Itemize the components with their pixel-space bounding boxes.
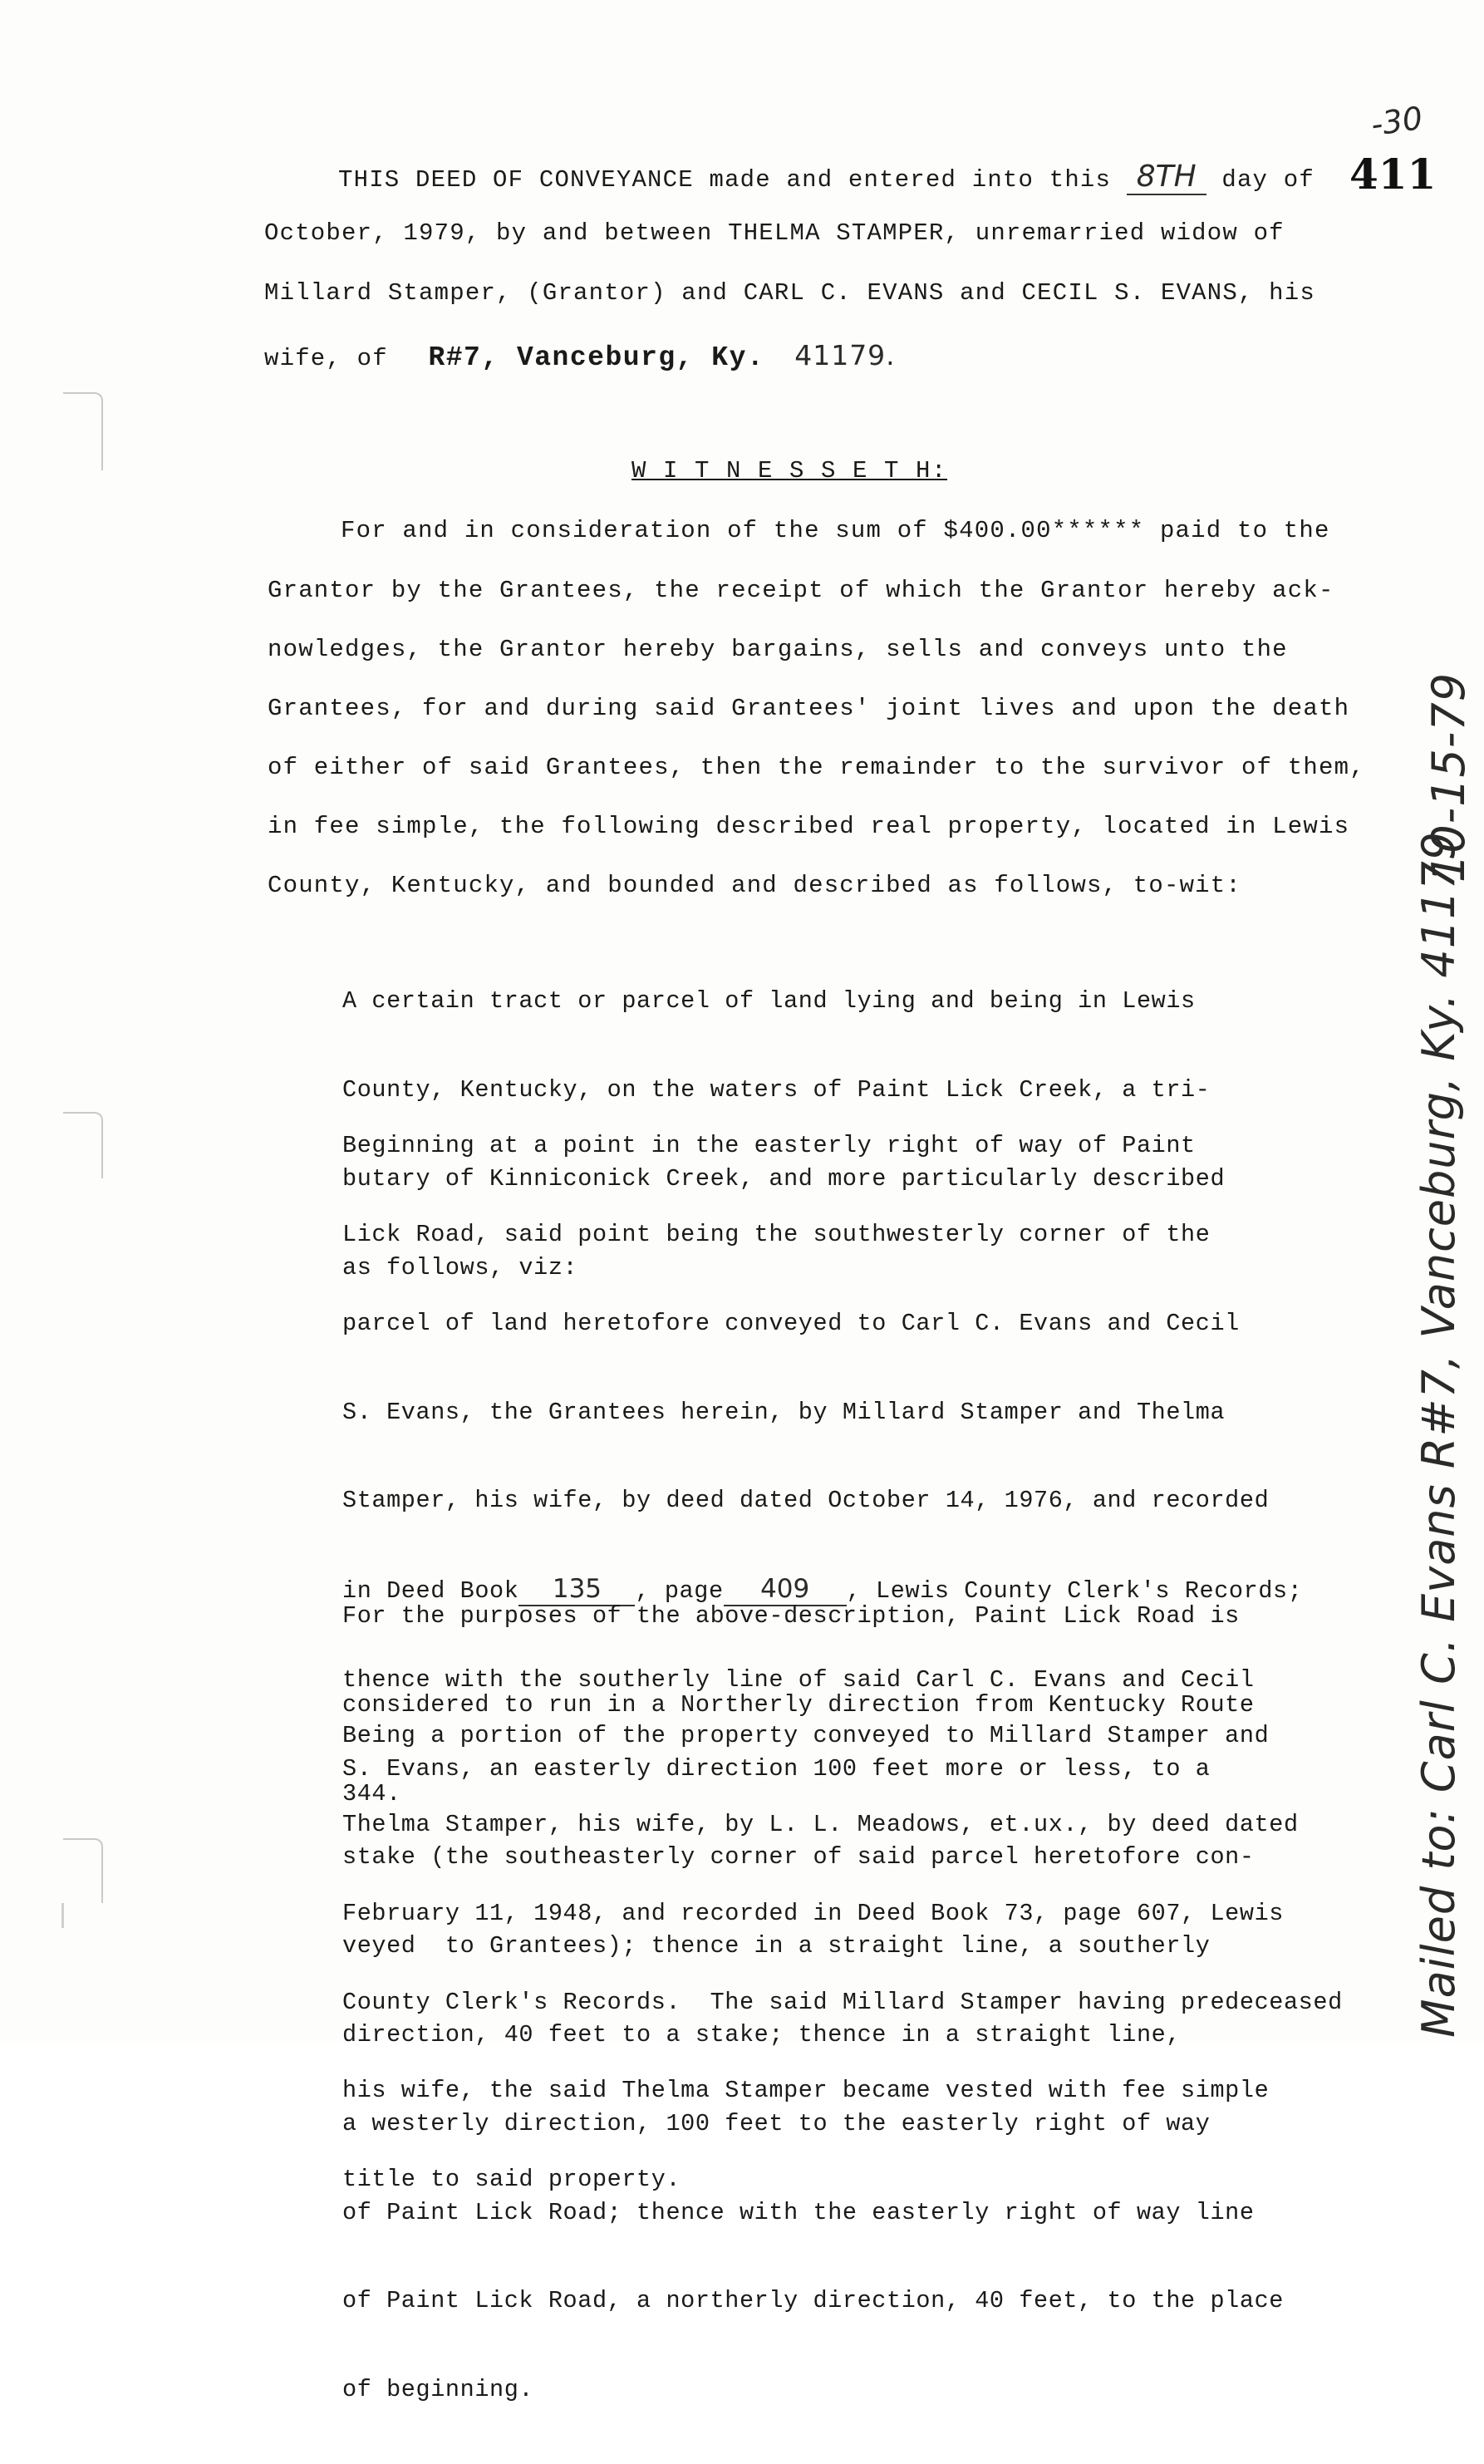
page-number: 411 xyxy=(1349,150,1437,199)
beginning-line: parcel of land heretofore conveyed to Carl C. Evans and Cecil xyxy=(342,1309,1240,1337)
handwritten-day: 8TH xyxy=(1127,160,1206,195)
binder-hole-mark xyxy=(63,1112,103,1178)
purposes-line: considered to run in a Northerly direction from Kentucky Route xyxy=(342,1690,1255,1719)
portion-line: Thelma Stamper, his wife, by L. L. Meadows, et.ux., by deed dated xyxy=(342,1810,1299,1838)
grantee-address: R#7, Vanceburg, Ky. xyxy=(428,342,765,373)
beginning-line: of Paint Lick Road, a northerly direction, 40 feet, to the place xyxy=(342,2287,1284,2315)
tract-line: A certain tract or parcel of land lying and being in Lewis xyxy=(342,987,1196,1016)
handwritten-mailed-to-note: Mailed to: Carl C. Evans R#7, Vanceburg, Ky. 41179 xyxy=(1413,830,1465,2038)
beginning-line: S. Evans, an easterly direction 100 feet more or less, to a xyxy=(342,1754,1211,1783)
intro-line-3: Millard Stamper, (Grantor) and CARL C. EVANS and CECIL S. EVANS, his xyxy=(264,279,1315,307)
beginning-line: of beginning. xyxy=(342,2376,534,2404)
beginning-line: direction, 40 feet to a stake; thence in a straight line, xyxy=(342,2021,1182,2048)
beginning-line: of Paint Lick Road; thence with the easterly right of way line xyxy=(342,2198,1255,2226)
deed-book-line: in Deed Book 135 , page 409 , Lewis County Clerk's Records; xyxy=(342,1574,1303,1606)
beginning-line: Beginning at a point in the easterly right of way of Paint xyxy=(342,1132,1196,1160)
portion-line: February 11, 1948, and recorded in Deed Book 73, page 607, Lewis xyxy=(342,1899,1284,1927)
beginning-line: Lick Road, said point being the southwesterly corner of the xyxy=(342,1220,1211,1248)
consideration-line: of either of said Grantees, then the remainder to the survivor of them, xyxy=(268,754,1365,781)
binder-hole-mark xyxy=(63,1838,103,1903)
purposes-line: For the purposes of the above-description, Paint Lick Road is xyxy=(342,1602,1240,1630)
handwritten-date-note: 10-15-79 xyxy=(1423,671,1475,883)
beginning-line: a westerly direction, 100 feet to the easterly right of way xyxy=(342,2109,1211,2137)
portion-line: Being a portion of the property conveyed to Millard Stamper and xyxy=(342,1722,1270,1750)
consideration-line: For and in consideration of the sum of $400.00****** paid to the xyxy=(341,517,1330,544)
consideration-line: County, Kentucky, and bounded and described as follows, to-wit: xyxy=(268,872,1241,899)
witnesseth-heading: W I T N E S S E T H: xyxy=(631,457,948,484)
consideration-line: in fee simple, the following described real property, located in Lewis xyxy=(268,813,1350,840)
binder-hole-mark xyxy=(63,392,103,470)
beginning-line: Stamper, his wife, by deed dated October 14, 1976, and recorded xyxy=(342,1487,1270,1515)
portion-line: title to said property. xyxy=(342,2166,681,2194)
handwritten-deed-book: 135 xyxy=(518,1575,635,1606)
portion-line: his wife, the said Thelma Stamper became vested with fee simple xyxy=(342,2077,1270,2105)
consideration-line: Grantor by the Grantees, the receipt of which the Grantor hereby ack- xyxy=(268,577,1334,604)
tract-line: as follows, viz: xyxy=(342,1253,578,1281)
beginning-line: stake (the southeasterly corner of said parcel heretofore con- xyxy=(342,1843,1255,1871)
edge-mark xyxy=(61,1903,64,1928)
beginning-line: veyed to Grantees); thence in a straight line, a southerly xyxy=(342,1932,1211,1960)
portion-paragraph xyxy=(342,1662,1343,2254)
handwritten-page: 409 xyxy=(724,1575,847,1606)
grantee-zip: 41179. xyxy=(794,339,896,371)
tract-line: County, Kentucky, on the waters of Paint Lick Creek, a tri- xyxy=(342,1075,1211,1104)
intro-line-2: October, 1979, by and between THELMA STAMPER, unremarried widow of xyxy=(264,219,1285,247)
purposes-line: 344. xyxy=(342,1779,401,1807)
consideration-line: nowledges, the Grantor hereby bargains, sells and conveys unto the xyxy=(268,636,1288,663)
intro-line-1: THIS DEED OF CONVEYANCE made and entered into this 8TH day of xyxy=(338,160,1314,194)
handwritten-page-mark: -30 xyxy=(1369,99,1425,144)
consideration-line: Grantees, for and during said Grantees' joint lives and upon the death xyxy=(268,695,1350,722)
beginning-line: thence with the southerly line of said Carl C. Evans and Cecil xyxy=(342,1665,1255,1694)
intro-line-4: wife, of R#7, Vanceburg, Ky. 41179. xyxy=(264,339,896,373)
portion-line: County Clerk's Records. The said Millard Stamper having predeceased xyxy=(342,1988,1343,2016)
tract-line: butary of Kinniconick Creek, and more particularly described xyxy=(342,1164,1226,1193)
beginning-line: S. Evans, the Grantees herein, by Millard Stamper and Thelma xyxy=(342,1398,1226,1426)
